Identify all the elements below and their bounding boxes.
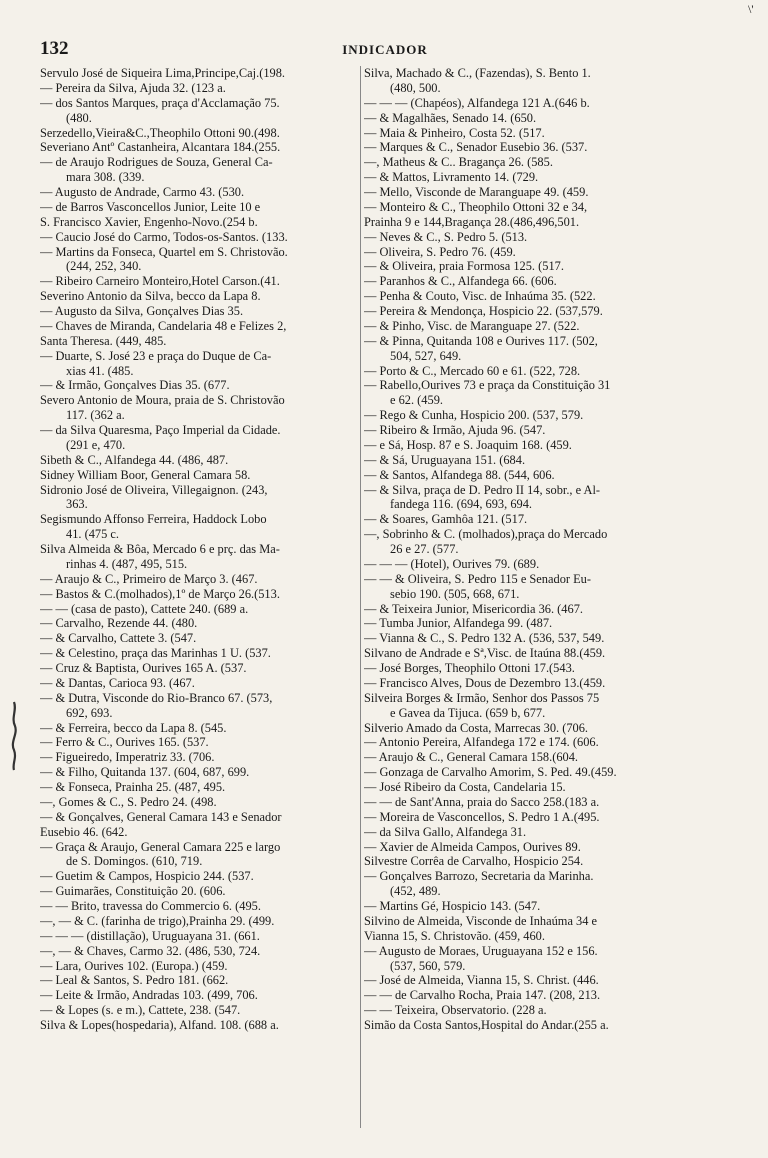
directory-line: — & Mattos, Livramento 14. (729. bbox=[364, 170, 539, 185]
directory-line: — & Dutra, Visconde do Rio-Branco 67. (573, bbox=[40, 690, 273, 705]
directory-line: — José de Almeida, Vianna 15, S. Christ. (446. bbox=[364, 973, 599, 988]
directory-line: — — — (Hotel), Ourives 79. (689. bbox=[364, 556, 540, 571]
directory-line: — da Silva Quaresma, Paço Imperial da Cidade. bbox=[40, 423, 281, 437]
directory-line: Sidney William Boor, General Camara 58. bbox=[40, 467, 251, 482]
directory-line: — Rabello,Ourives 73 e praça da Constituição 31 bbox=[364, 378, 611, 393]
corner-mark: \' bbox=[748, 2, 754, 16]
directory-line: — dos Santos Marques, praça d'Acclamação 75. bbox=[40, 95, 280, 110]
directory-line: — & Soares, Gamhôa 121. (517. bbox=[364, 512, 528, 527]
directory-line: — Leal & Santos, S. Pedro 181. (662. bbox=[40, 973, 229, 988]
directory-line: Severo Antonio de Moura, praia de S. Christovão bbox=[40, 393, 285, 408]
directory-line: — & Irmão, Gonçalves Dias 35. (677. bbox=[40, 378, 230, 393]
directory-line: — Guetim & Campos, Hospicio 244. (537. bbox=[40, 869, 254, 884]
directory-line: Servulo José de Siqueira Lima,Principe,Caj.(198. bbox=[40, 66, 286, 80]
directory-line: Silva, Machado & C., (Fazendas), S. Bento 1. bbox=[364, 66, 591, 80]
directory-line: — José Ribeiro da Costa, Candelaria 15. bbox=[364, 780, 566, 794]
directory-line: — Augusto de Andrade, Carmo 43. (530. bbox=[40, 185, 245, 199]
directory-line: — Cruz & Baptista, Ourives 165 A. (537. bbox=[40, 661, 247, 675]
directory-line: — Oliveira, S. Pedro 76. (459. bbox=[364, 244, 516, 259]
directory-line: mara 308. (339. bbox=[66, 170, 145, 185]
directory-line: Sidronio José de Oliveira, Villegaignon. (243, bbox=[40, 482, 268, 497]
directory-line: Silverio Amado da Costa, Marrecas 30. (706. bbox=[364, 720, 589, 735]
directory-line: — Araujo & C., Primeiro de Março 3. (467. bbox=[40, 571, 258, 586]
directory-line: — — & Oliveira, S. Pedro 115 e Senador Eu- bbox=[364, 571, 592, 586]
directory-line: — Marques & C., Senador Eusebio 36. (537. bbox=[364, 140, 588, 155]
directory-line: (480, 500. bbox=[390, 80, 441, 95]
directory-line: — — — (Chapéos), Alfandega 121 A.(646 b. bbox=[364, 95, 590, 110]
directory-line: — & Pinho, Visc. de Maranguape 27. (522. bbox=[364, 318, 580, 333]
directory-line: — & Filho, Quitanda 137. (604, 687, 699. bbox=[40, 765, 250, 780]
directory-line: — Gonçalves Barrozo, Secretaria da Marinha. bbox=[364, 869, 594, 884]
directory-line: — & Santos, Alfandega 88. (544, 606. bbox=[364, 467, 555, 482]
directory-line: — de Barros Vasconcellos Junior, Leite 10 e bbox=[40, 199, 261, 214]
directory-line: Silvino de Almeida, Visconde de Inhaúma 34 e bbox=[364, 913, 598, 928]
directory-line: Severiano Antº Castanheira, Alcantara 184.(255. bbox=[40, 140, 281, 155]
running-title: INDICADOR bbox=[342, 42, 428, 57]
directory-line: — José Borges, Theophilo Ottoni 17.(543. bbox=[364, 661, 575, 675]
directory-line: — Carvalho, Rezende 44. (480. bbox=[40, 616, 198, 631]
directory-line: e Gavea da Tijuca. (659 b, 677. bbox=[390, 705, 546, 720]
directory-line: — Xavier de Almeida Campos, Ourives 89. bbox=[364, 839, 581, 854]
directory-line: Serzedello,Vieira&C.,Theophilo Ottoni 90.(498. bbox=[40, 125, 280, 140]
directory-line: — & Silva, praça de D. Pedro II 14, sobr., e Al- bbox=[364, 482, 601, 497]
directory-line: — Graça & Araujo, General Camara 225 e largo bbox=[40, 839, 281, 854]
directory-line: 41. (475 c. bbox=[66, 527, 119, 542]
directory-line: Segismundo Affonso Ferreira, Haddock Lobo bbox=[40, 512, 267, 527]
directory-line: — Chaves de Miranda, Candelaria 48 e Felizes 2, bbox=[40, 318, 287, 333]
directory-line: Santa Theresa. (449, 485. bbox=[40, 333, 167, 348]
directory-line: — Lara, Ourives 102. (Europa.) (459. bbox=[40, 958, 228, 973]
directory-line: — — — (distillação), Uruguayana 31. (661. bbox=[40, 928, 260, 943]
directory-line: sebio 190. (505, 668, 671. bbox=[390, 586, 520, 601]
right-column bbox=[364, 66, 734, 1033]
directory-line: — Rego & Cunha, Hospicio 200. (537, 579. bbox=[364, 408, 584, 423]
directory-line: — Leite & Irmão, Andradas 103. (499, 706. bbox=[40, 988, 258, 1003]
directory-line: — — (casa de pasto), Cattete 240. (689 a. bbox=[40, 601, 249, 616]
directory-line: — Ribeiro & Irmão, Ajuda 96. (547. bbox=[364, 423, 546, 437]
directory-line: Eusebio 46. (642. bbox=[40, 824, 128, 839]
directory-line: — & Pinna, Quitanda 108 e Ourives 117. (502, bbox=[364, 333, 598, 348]
directory-line: — Maia & Pinheiro, Costa 52. (517. bbox=[364, 125, 545, 140]
directory-line: Simão da Costa Santos,Hospital do Andar.(255 a. bbox=[364, 1018, 609, 1032]
directory-line: — & Magalhães, Senado 14. (650. bbox=[364, 110, 537, 125]
binding-stain-mark bbox=[8, 700, 20, 772]
directory-line: — Martins da Fonseca, Quartel em S. Christovão. bbox=[40, 244, 288, 259]
directory-line: —, — & Chaves, Carmo 32. (486, 530, 724. bbox=[40, 943, 261, 958]
directory-line: fandega 116. (694, 693, 694. bbox=[390, 497, 533, 512]
directory-line: 26 e 27. (577. bbox=[390, 542, 459, 556]
directory-line: —, Matheus & C.. Bragança 26. (585. bbox=[364, 155, 553, 170]
directory-line: — — de Sant'Anna, praia do Sacco 258.(183 a. bbox=[364, 794, 600, 809]
directory-line: — Francisco Alves, Dous de Dezembro 13.(459. bbox=[364, 675, 606, 690]
directory-line: — Porto & C., Mercado 60 e 61. (522, 728. bbox=[364, 363, 581, 378]
directory-line: (452, 489. bbox=[390, 884, 441, 899]
directory-line: — Mello, Visconde de Maranguape 49. (459. bbox=[364, 185, 589, 199]
directory-line: — & Gonçalves, General Camara 143 e Senador bbox=[40, 809, 282, 824]
directory-line: — Augusto da Silva, Gonçalves Dias 35. bbox=[40, 304, 244, 318]
directory-line: — Bastos & C.(molhados),1º de Março 26.(513. bbox=[40, 586, 280, 601]
directory-line: Vianna 15, S. Christovão. (459, 460. bbox=[364, 928, 545, 943]
directory-line: — Antonio Pereira, Alfandega 172 e 174. (606. bbox=[364, 735, 599, 750]
directory-line: — Paranhos & C., Alfandega 66. (606. bbox=[364, 274, 557, 289]
directory-line: de S. Domingos. (610, 719. bbox=[66, 854, 203, 869]
directory-line: 504, 527, 649. bbox=[390, 348, 462, 363]
directory-line: — Gonzaga de Carvalho Amorim, S. Ped. 49.(459. bbox=[364, 765, 617, 780]
directory-line: e 62. (459. bbox=[390, 393, 443, 408]
directory-line: — Araujo & C., General Camara 158.(604. bbox=[364, 750, 579, 765]
directory-line: — & Dantas, Carioca 93. (467. bbox=[40, 675, 195, 690]
column-divider bbox=[360, 66, 361, 1128]
directory-line: Silveira Borges & Irmão, Senhor dos Passos 75 bbox=[364, 690, 600, 705]
directory-line: — Pereira da Silva, Ajuda 32. (123 a. bbox=[40, 80, 226, 95]
directory-line: Silva & Lopes(hospedaria), Alfand. 108. (688 a. bbox=[40, 1018, 279, 1032]
directory-line: — & Carvalho, Cattete 3. (547. bbox=[40, 631, 197, 646]
directory-line: —, Gomes & C., S. Pedro 24. (498. bbox=[40, 794, 217, 809]
directory-line: — & Celestino, praça das Marinhas 1 U. (537. bbox=[40, 646, 271, 661]
directory-line: — — Teixeira, Observatorio. (228 a. bbox=[364, 1003, 547, 1018]
directory-line: — Neves & C., S. Pedro 5. (513. bbox=[364, 229, 528, 244]
directory-line: S. Francisco Xavier, Engenho-Novo.(254 b. bbox=[40, 214, 258, 229]
page-number: 132 bbox=[40, 38, 69, 59]
directory-line: Silva Almeida & Bôa, Mercado 6 e prç. das Ma- bbox=[40, 542, 280, 556]
directory-line: 363. bbox=[66, 497, 88, 512]
directory-line: — Pereira & Mendonça, Hospicio 22. (537,579. bbox=[364, 304, 603, 318]
directory-line: — Figueiredo, Imperatriz 33. (706. bbox=[40, 750, 215, 765]
directory-line: — e Sá, Hosp. 87 e S. Joaquim 168. (459. bbox=[364, 437, 572, 452]
directory-line: — Ribeiro Carneiro Monteiro,Hotel Carson.(41. bbox=[40, 274, 280, 289]
directory-line: (291 e, 470. bbox=[66, 437, 126, 452]
directory-line: xias 41. (485. bbox=[66, 363, 134, 378]
directory-line: — & Oliveira, praia Formosa 125. (517. bbox=[364, 259, 564, 274]
directory-line: — Tumba Junior, Alfandega 99. (487. bbox=[364, 616, 553, 631]
directory-line: — & Sá, Uruguayana 151. (684. bbox=[364, 452, 526, 467]
left-column bbox=[40, 66, 358, 1033]
directory-line: (244, 252, 340. bbox=[66, 259, 142, 274]
directory-line: — — de Carvalho Rocha, Praia 147. (208, 213. bbox=[364, 988, 601, 1003]
directory-line: 117. (362 a. bbox=[66, 408, 125, 423]
directory-line: (537, 560, 579. bbox=[390, 958, 466, 973]
directory-line: — Caucio José do Carmo, Todos-os-Santos. (133. bbox=[40, 229, 288, 244]
directory-line: Sibeth & C., Alfandega 44. (486, 487. bbox=[40, 452, 229, 467]
directory-line: — Augusto de Moraes, Uruguayana 152 e 156. bbox=[364, 943, 598, 958]
directory-line: — Penha & Couto, Visc. de Inhaúma 35. (522. bbox=[364, 289, 596, 304]
directory-line: Silvestre Corrêa de Carvalho, Hospicio 254. bbox=[364, 854, 584, 869]
directory-line: — & Teixeira Junior, Misericordia 36. (467. bbox=[364, 601, 583, 616]
directory-line: — Martins Gé, Hospicio 143. (547. bbox=[364, 899, 541, 913]
directory-line: —, Sobrinho & C. (molhados),praça do Mercado bbox=[364, 527, 608, 542]
directory-line: Silvano de Andrade e Sª,Visc. de Itaúna 88.(459. bbox=[364, 646, 606, 661]
directory-line: — de Araujo Rodrigues de Souza, General Ca- bbox=[40, 155, 273, 170]
directory-line: — Duarte, S. José 23 e praça do Duque de Ca- bbox=[40, 348, 272, 363]
page-header bbox=[40, 38, 730, 64]
directory-line: — — Brito, travessa do Commercio 6. (495. bbox=[40, 899, 261, 913]
directory-line: — da Silva Gallo, Alfandega 31. bbox=[364, 824, 527, 839]
directory-line: — & Fonseca, Prainha 25. (487, 495. bbox=[40, 780, 226, 794]
directory-line: — Vianna & C., S. Pedro 132 A. (536, 537, 549. bbox=[364, 631, 605, 646]
directory-line: Severino Antonio da Silva, becco da Lapa 8. bbox=[40, 289, 261, 304]
directory-line: — Guimarães, Constituição 20. (606. bbox=[40, 884, 226, 899]
directory-line: — Moreira de Vasconcellos, S. Pedro 1 A.(495. bbox=[364, 809, 600, 824]
directory-line: —, — & C. (farinha de trigo),Prainha 29. (499. bbox=[40, 913, 275, 928]
directory-line: — & Ferreira, becco da Lapa 8. (545. bbox=[40, 720, 227, 735]
directory-line: — & Lopes (s. e m.), Cattete, 238. (547. bbox=[40, 1003, 241, 1018]
directory-line: — Ferro & C., Ourives 165. (537. bbox=[40, 735, 209, 750]
directory-line: (480. bbox=[66, 110, 92, 125]
directory-line: 692, 693. bbox=[66, 705, 113, 720]
directory-line: Prainha 9 e 144,Bragança 28.(486,496,501. bbox=[364, 214, 580, 229]
directory-line: — Monteiro & C., Theophilo Ottoni 32 e 34, bbox=[364, 199, 588, 214]
directory-line: rinhas 4. (487, 495, 515. bbox=[66, 556, 188, 571]
